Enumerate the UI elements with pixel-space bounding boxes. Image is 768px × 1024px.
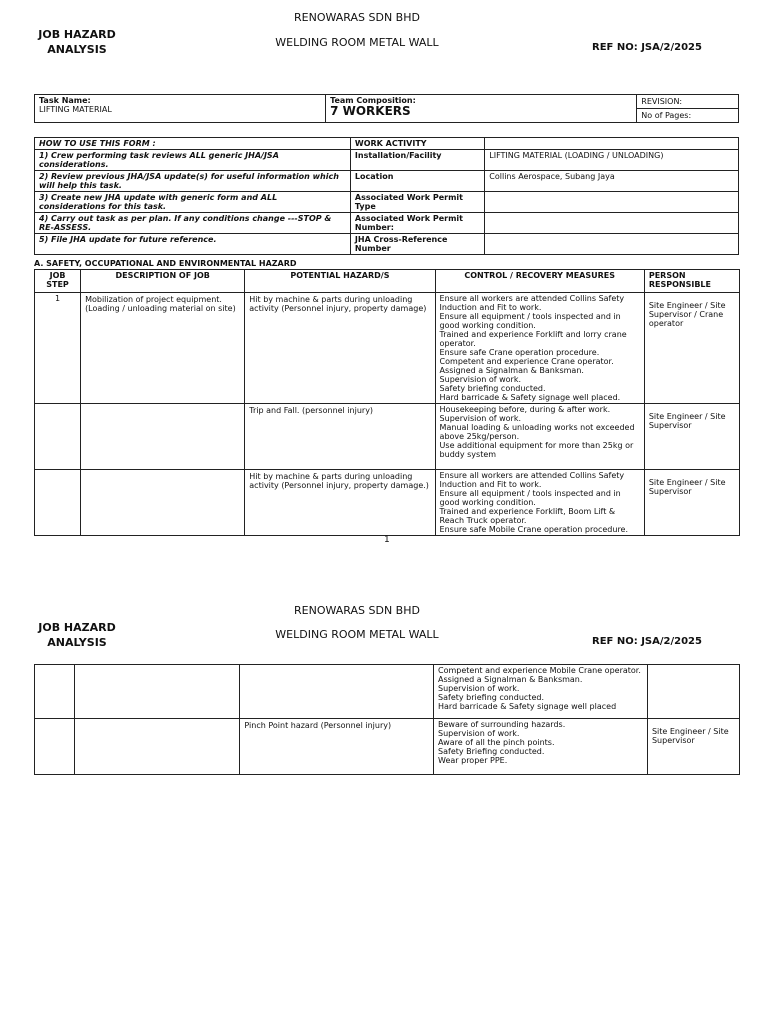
team-composition-cell: [326, 95, 637, 123]
job-step-cell: [35, 470, 81, 536]
table-row: [35, 404, 740, 470]
page-number: 1: [384, 535, 390, 545]
team-composition-label: Team Composition:: [330, 96, 416, 105]
field-label-cross-reference: JHA Cross-Reference Number: [350, 234, 484, 255]
hazard-rows-page2: [35, 665, 740, 775]
task-name-label: Task Name:: [39, 96, 91, 105]
jha-heading-page2: [32, 620, 122, 650]
team-composition-value: 7 WORKERS: [330, 104, 411, 118]
description-cell: Mobilization of project equipment. (Loading / unloading material on site): [81, 293, 245, 404]
control-measure-line: Aware of all the pinch points.: [438, 738, 555, 747]
hazard-cell: Trip and Fall. (personnel injury): [245, 404, 435, 470]
person-responsible-cell: [647, 665, 739, 719]
control-measure-line: Competent and experience Crane operator.: [439, 357, 614, 366]
control-measure-line: Supervision of work.: [438, 729, 520, 738]
control-measure-line: Ensure all equipment / tools inspected and in good working condition.: [439, 489, 621, 507]
table-row: [35, 470, 740, 536]
description-cell: [74, 665, 240, 719]
control-measure-line: Supervision of work.: [438, 684, 520, 693]
how-to-use-header: HOW TO USE THIS FORM :: [35, 138, 351, 150]
hazard-rows-page1: [35, 293, 740, 536]
person-responsible-cell: Site Engineer / Site Supervisor: [644, 470, 739, 536]
jha-heading-line1: JOB HAZARD: [38, 28, 116, 41]
jha-heading-page2-line1: JOB HAZARD: [38, 621, 116, 634]
document-title-page2: WELDING ROOM METAL WALL: [275, 628, 439, 641]
hazard-cell: Pinch Point hazard (Personnel injury): [240, 719, 434, 775]
job-step-cell: [35, 719, 75, 775]
control-measure-line: Wear proper PPE.: [438, 756, 508, 765]
control-measure-line: Assigned a Signalman & Banksman.: [438, 675, 583, 684]
hazard-cell: Hit by machine & parts during unloading activity (Personnel injury, property damage.): [245, 470, 435, 536]
control-measure-line: Ensure all workers are attended Collins Safety Induction and Fit to work.: [439, 471, 625, 489]
how-to-step-2: 2) Review previous JHA/JSA update(s) for useful information which will help this task.: [35, 171, 351, 192]
control-measure-line: Supervision of work.: [439, 375, 521, 384]
control-measures-cell: [435, 470, 644, 536]
field-value-location: Collins Aerospace, Subang Jaya: [485, 171, 739, 192]
job-step-cell: [35, 665, 75, 719]
col-person: PERSON RESPONSIBLE: [644, 270, 739, 293]
reference-number-page2: REF NO: JSA/2/2025: [592, 636, 702, 647]
revision-label: REVISION:: [637, 95, 738, 109]
document-title: WELDING ROOM METAL WALL: [275, 36, 439, 49]
revision-cell: [637, 95, 739, 123]
job-step-cell: 1: [35, 293, 81, 404]
field-value-permit-number: [485, 213, 739, 234]
work-activity-spacer: [485, 138, 739, 150]
control-measure-line: Safety Briefing conducted.: [438, 747, 545, 756]
job-step-cell: [35, 404, 81, 470]
col-description: DESCRIPTION OF JOB: [81, 270, 245, 293]
control-measures-cell: [434, 719, 648, 775]
col-job-step: JOB STEP: [35, 270, 81, 293]
description-cell: [74, 719, 240, 775]
section-a-heading: A. SAFETY, OCCUPATIONAL AND ENVIRONMENTAL HAZARD: [34, 259, 297, 268]
control-measure-line: Ensure all workers are attended Collins Safety Induction and Fit to work.: [439, 294, 625, 312]
control-measure-line: Supervision of work.: [439, 414, 521, 423]
task-info-table: [34, 94, 739, 123]
field-label-permit-type: Associated Work Permit Type: [350, 192, 484, 213]
hazard-cell: Hit by machine & parts during unloading activity (Personnel injury, property damage): [245, 293, 435, 404]
table-row: [35, 293, 740, 404]
col-hazard: POTENTIAL HAZARD/S: [245, 270, 435, 293]
reference-number: REF NO: JSA/2/2025: [592, 42, 702, 53]
field-value-cross-reference: [485, 234, 739, 255]
control-measure-line: Trained and experience Forklift, Boom Lift & Reach Truck operator.: [439, 507, 616, 525]
jha-heading: [32, 27, 122, 57]
task-name-cell: [35, 95, 326, 123]
table-row: [35, 719, 740, 775]
control-measures-cell: [434, 665, 648, 719]
control-measure-line: Beware of surrounding hazards.: [438, 720, 566, 729]
control-measure-line: Ensure safe Mobile Crane operation procedure.: [439, 525, 629, 534]
control-measures-cell: [435, 404, 644, 470]
hazard-table-page1: [34, 269, 740, 536]
table-row: [35, 665, 740, 719]
control-measures-cell: [435, 293, 644, 404]
company-name-page2: RENOWARAS SDN BHD: [294, 604, 420, 617]
person-responsible-cell: Site Engineer / Site Supervisor / Crane operator: [644, 293, 739, 404]
control-measure-line: Assigned a Signalman & Banksman.: [439, 366, 584, 375]
control-measure-line: Use additional equipment for more than 25kg or buddy system: [439, 441, 634, 459]
how-to-step-4: 4) Carry out task as per plan. If any conditions change ---STOP & RE-ASSESS.: [35, 213, 351, 234]
control-measure-line: Ensure all equipment / tools inspected and in good working condition.: [439, 312, 621, 330]
person-responsible-cell: Site Engineer / Site Supervisor: [647, 719, 739, 775]
field-label-installation: Installation/Facility: [350, 150, 484, 171]
control-measure-line: Hard barricade & Safety signage well placed: [438, 702, 617, 711]
person-responsible-cell: Site Engineer / Site Supervisor: [644, 404, 739, 470]
how-to-use-table: [34, 137, 739, 255]
col-control: CONTROL / RECOVERY MEASURES: [435, 270, 644, 293]
jha-heading-page2-line2: ANALYSIS: [47, 636, 107, 649]
hazard-table-page2: [34, 664, 740, 775]
field-label-location: Location: [350, 171, 484, 192]
how-to-step-3: 3) Create new JHA update with generic form and ALL considerations for this task.: [35, 192, 351, 213]
control-measure-line: Manual loading & unloading works not exceeded above 25kg/person.: [439, 423, 635, 441]
jha-heading-line2: ANALYSIS: [47, 43, 107, 56]
task-name-value: LIFTING MATERIAL: [39, 105, 112, 114]
control-measure-line: Trained and experience Forklift and lorry crane operator.: [439, 330, 627, 348]
hazard-cell: [240, 665, 434, 719]
work-activity-header: WORK ACTIVITY: [350, 138, 484, 150]
how-to-step-1: 1) Crew performing task reviews ALL generic JHA/JSA considerations.: [35, 150, 351, 171]
control-measure-line: Safety briefing conducted.: [438, 693, 544, 702]
description-cell: [81, 470, 245, 536]
control-measure-line: Housekeeping before, during & after work.: [439, 405, 611, 414]
how-to-step-5: 5) File JHA update for future reference.: [35, 234, 351, 255]
field-label-permit-number: Associated Work Permit Number:: [350, 213, 484, 234]
pages-label: No of Pages:: [641, 111, 692, 120]
control-measure-line: Competent and experience Mobile Crane operator.: [438, 666, 641, 675]
control-measure-line: Safety briefing conducted.: [439, 384, 546, 393]
field-value-permit-type: [485, 192, 739, 213]
control-measure-line: Ensure safe Crane operation procedure.: [439, 348, 600, 357]
company-name: RENOWARAS SDN BHD: [294, 11, 420, 24]
field-value-installation: LIFTING MATERIAL (LOADING / UNLOADING): [485, 150, 739, 171]
control-measure-line: Hard barricade & Safety signage well placed.: [439, 393, 621, 402]
description-cell: [81, 404, 245, 470]
